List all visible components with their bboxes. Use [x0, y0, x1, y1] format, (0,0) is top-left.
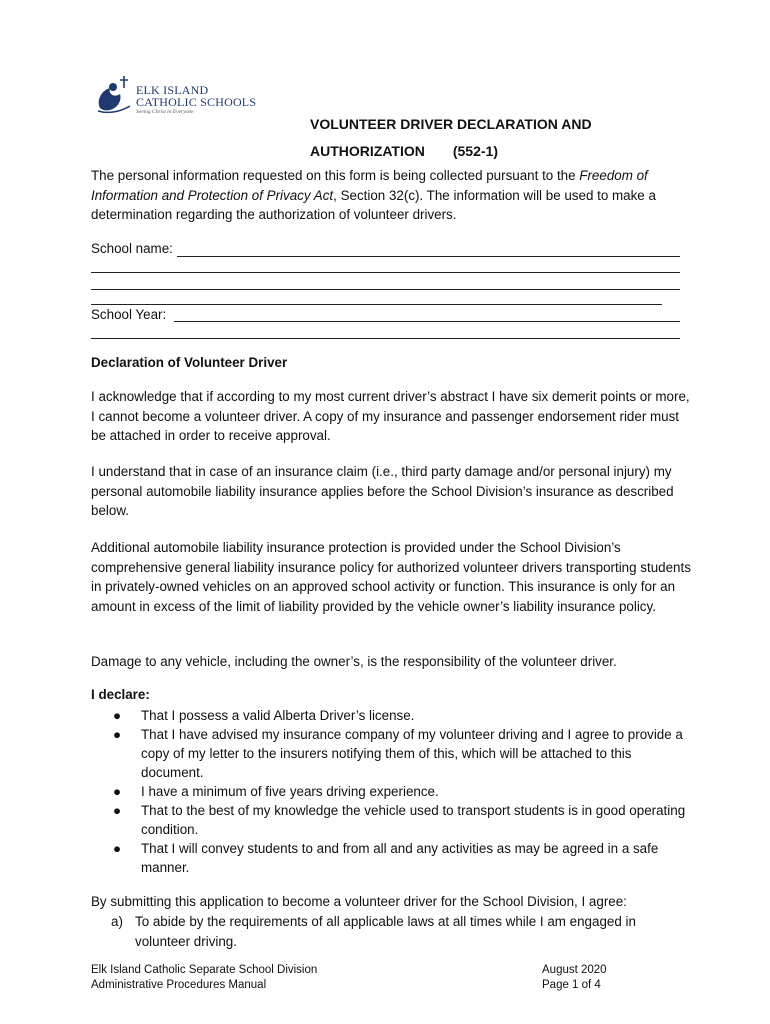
declare-item-text: I have a minimum of five years driving experience. [141, 784, 439, 799]
agreement-item-marker: a) [111, 914, 123, 929]
logo-line-2: CATHOLIC SCHOOLS [136, 95, 257, 109]
declaration-paragraph-4: Damage to any vehicle, including the owner’s, is the responsibility of the volunteer driver. [91, 654, 617, 669]
school-logo [94, 74, 264, 120]
intro-text-1: The personal information requested on this form is being collected pursuant to the [91, 168, 580, 183]
declaration-paragraph-2: I understand that in case of an insurance claim (i.e., third party damage and/or personal injury) my personal automobile liability insurance applies before the School Division’s insurance as described below. [91, 464, 674, 518]
footer-page-number: Page 1 of 4 [542, 978, 601, 991]
intro-text-2: , Section 32(c). The information will be used to make a determination regarding the authorization of volunteer drivers. [91, 187, 656, 222]
bullet-icon: ● [113, 784, 122, 799]
bullet-icon: ● [113, 803, 122, 818]
agreement-item-text: To abide by the requirements of all applicable laws at all times while I am engaged in volunteer driving. [135, 914, 636, 949]
declare-item [91, 839, 691, 877]
declare-heading: I declare: [91, 687, 150, 702]
declare-item-text: That I have advised my insurance company of my volunteer driving and I agree to provide a copy of my letter to the insurers notifying them of this, which will be attached to this document. [141, 727, 683, 780]
school-name-line-2[interactable] [91, 272, 680, 273]
school-name-line-3[interactable] [91, 289, 680, 290]
declare-item [91, 782, 691, 801]
bullet-icon: ● [113, 841, 122, 856]
form-title-line-2 [310, 143, 498, 159]
logo-emblem-icon [94, 74, 138, 118]
declare-item-text: That I will convey students to and from all and any activities as may be agreed in a safe manner. [141, 841, 659, 875]
school-year-line-2[interactable] [91, 338, 680, 339]
declare-item [91, 801, 691, 839]
bullet-icon: ● [113, 708, 122, 723]
declare-item [91, 725, 691, 782]
school-name-line-4[interactable] [91, 304, 662, 305]
declare-item [91, 706, 691, 725]
declare-list [91, 706, 691, 877]
form-title-authorization: AUTHORIZATION [310, 143, 425, 159]
declaration-paragraph-3: Additional automobile liability insurance protection is provided under the School Division’s comprehensive general liability insurance policy for authorized volunteer drivers transporting students in privately-owned vehicles on an approved school activity or function. This insurance is only for an amount in excess of the limit of liability provided by the vehicle owner’s liability insurance policy. [91, 540, 691, 614]
footer-left [91, 963, 317, 992]
footer-organization: Elk Island Catholic Separate School Division [91, 964, 318, 976]
declare-item-text: That to the best of my knowledge the vehicle used to transport students is in good operating condition. [141, 803, 686, 837]
declare-item-text: That I possess a valid Alberta Driver’s license. [141, 708, 415, 723]
declaration-paragraph-1: I acknowledge that if according to my most current driver’s abstract I have six demerit points or more, I cannot become a volunteer driver. A copy of my insurance and passenger endorsement rider must be attached in order to receive approval. [91, 389, 690, 443]
agreement-item-a [111, 912, 691, 951]
footer-date: August 2020 [542, 964, 607, 976]
footer-right [542, 963, 607, 992]
intro-act-name: Freedom of Information and Protection of Privacy Act [91, 168, 648, 203]
declaration-heading: Declaration of Volunteer Driver [91, 355, 288, 370]
agreement-intro: By submitting this application to become a volunteer driver for the School Division, I agree: [91, 894, 627, 909]
school-year-line-1[interactable] [174, 321, 680, 322]
school-year-label: School Year: [91, 307, 167, 322]
intro-paragraph [91, 166, 691, 225]
school-name-label: School name: [91, 241, 173, 256]
bullet-icon: ● [113, 727, 122, 742]
logo-line-1: ELK ISLAND [136, 83, 209, 97]
form-title-line-1: VOLUNTEER DRIVER DECLARATION AND [310, 116, 592, 132]
school-name-line-1[interactable] [177, 256, 680, 257]
footer-manual: Administrative Procedures Manual [91, 978, 267, 991]
form-code: (552-1) [452, 143, 498, 159]
logo-tagline: Seeing Christ in Everyone [136, 109, 194, 115]
